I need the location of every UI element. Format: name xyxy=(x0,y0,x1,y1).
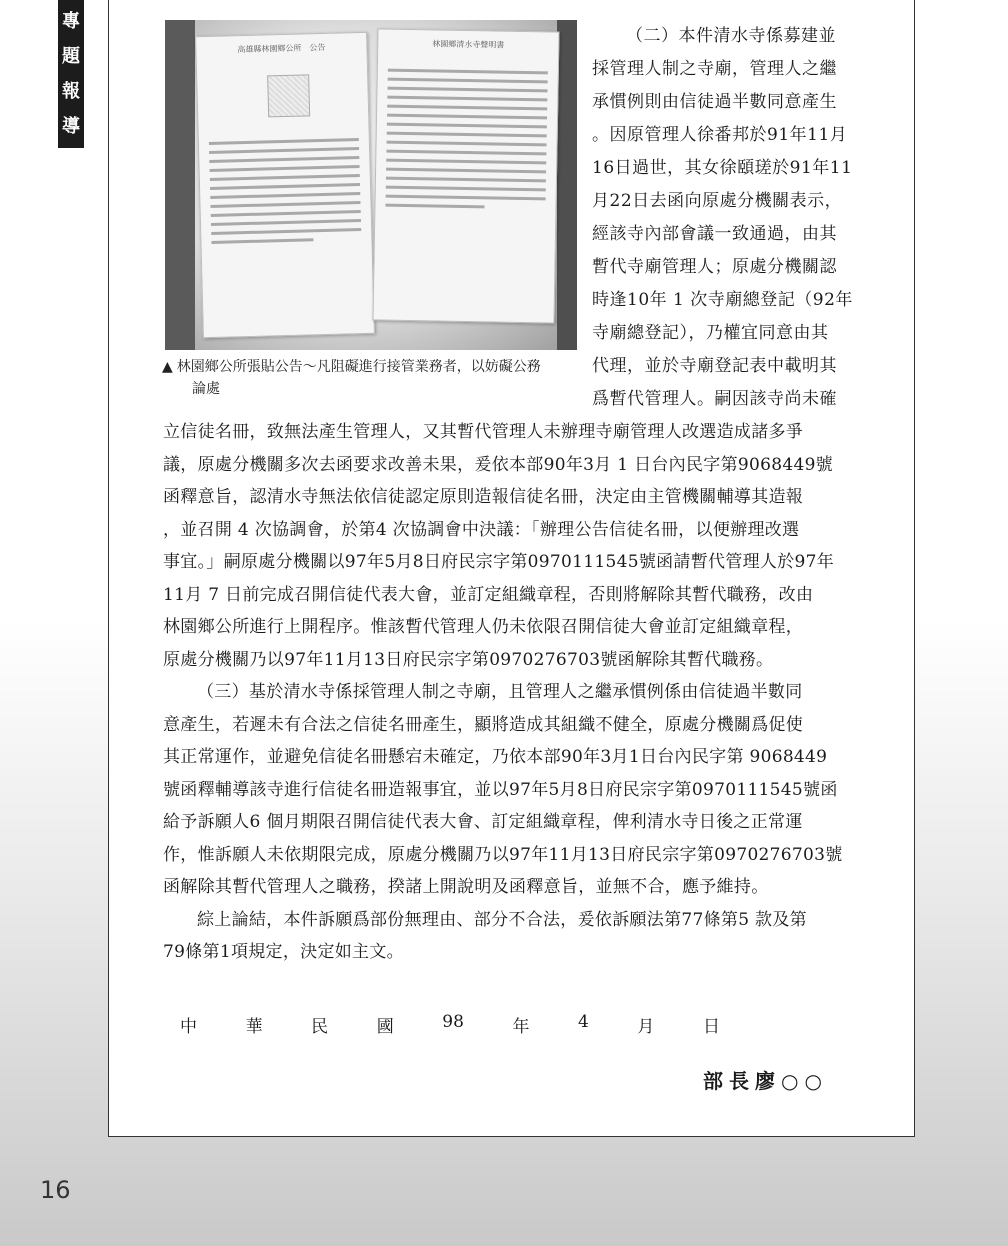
page-number: 16 xyxy=(40,1176,71,1204)
section-tab xyxy=(58,0,84,148)
text-line: 立信徒名冊，致無法產生管理人，又其暫代管理人未辦理寺廟管理人改選造成諸多爭 xyxy=(163,422,804,442)
decision-date xyxy=(180,1012,720,1037)
text-line: 11月 7 日前完成召開信徒代表大會，並訂定組織章程，否則將解除其暫代職務，改由 xyxy=(163,584,814,605)
section-tab-char: 報 xyxy=(62,80,80,102)
text-line: 。因原管理人徐番邦於91年11月 xyxy=(592,125,848,145)
text-line: 時逢10年 1 次寺廟總登記（92年 xyxy=(592,290,853,310)
text-line: 暫代寺廟管理人；原處分機關認 xyxy=(592,257,837,277)
photo-pillar xyxy=(165,20,195,350)
text-line: 寺廟總登記），乃權宜同意由其 xyxy=(592,323,829,343)
date-part: 國 xyxy=(376,1017,394,1037)
text-line: 函釋意旨，認清水寺無法依信徒認定原則造報信徒名冊，決定由主管機關輔導其造報 xyxy=(163,487,804,507)
right-notice xyxy=(372,28,559,323)
triangle-icon: ▲ xyxy=(162,359,173,375)
text-line: 綜上論結，本件訴願爲部份無理由、部分不合法，爰依訴願法第77條第5 款及第 xyxy=(197,909,807,930)
notice-photo xyxy=(165,20,577,350)
section-tab-char: 導 xyxy=(62,115,80,137)
left-notice-title: 高雄縣林園鄉公所 公告 xyxy=(237,42,326,55)
minister-signature: 部長廖○○ xyxy=(703,1069,828,1093)
date-part: 中 xyxy=(180,1017,197,1037)
text-line: 承慣例則由信徒過半數同意產生 xyxy=(592,92,837,112)
text-line: 79條第1項規定，決定如主文。 xyxy=(163,942,404,962)
text-line: （二）本件清水寺係募建並 xyxy=(626,26,836,46)
text-line: 議，原處分機關多次去函要求改善未果，爰依本部90年3月 1 日台內民字第9068449號 xyxy=(163,454,833,475)
text-line: ，並召開 4 次協調會，於第4 次協調會中決議：「辦理公告信徒名冊，以便辦理改選 xyxy=(163,519,800,540)
text-line: 原處分機關乃以97年11月13日府民宗字第0970276703號函解除其暫代職務。 xyxy=(163,649,774,670)
date-part: 月 xyxy=(637,1017,655,1037)
text-line: 事宜。」嗣原處分機關以97年5月8日府民宗字第0970111545號函請暫代管理人於97年 xyxy=(163,552,835,572)
photo-caption xyxy=(162,356,582,400)
text-line: 林園鄉公所進行上開程序。惟該暫代管理人仍未依限召開信徒大會並訂定組織章程， xyxy=(163,617,804,637)
main-body xyxy=(163,416,863,969)
date-part: 日 xyxy=(702,1017,720,1037)
text-line: （三）基於清水寺係採管理人制之寺廟，且管理人之繼承慣例係由信徒過半數同 xyxy=(197,682,803,702)
text-line: 作，惟訴願人未依期限完成，原處分機關乃以97年11月13日府民宗字第0970276703號 xyxy=(163,844,843,865)
caption-line: 論處 xyxy=(192,381,220,397)
text-line: 月22日去函向原處分機關表示， xyxy=(592,191,843,211)
date-part: 年 xyxy=(512,1017,530,1037)
right-notice-title: 林園鄉清水寺聲明書 xyxy=(432,39,505,50)
date-part: 民 xyxy=(311,1017,329,1037)
text-line: 經該寺內部會議一致通過，由其 xyxy=(592,224,837,244)
text-line: 其正常運作，並避免信徒名冊懸宕未確定，乃依本部90年3月1日台內民字第 9068449 xyxy=(163,747,828,767)
text-line: 代理，並於寺廟登記表中載明其 xyxy=(592,356,837,376)
text-line: 16日過世，其女徐頤瑳於91年11 xyxy=(592,158,853,178)
photo-pillar xyxy=(557,20,577,350)
date-part: 98 xyxy=(442,1012,464,1032)
side-paragraph xyxy=(592,20,862,416)
text-line: 採管理人制之寺廟，管理人之繼 xyxy=(592,59,837,79)
text-line: 給予訴願人6 個月期限召開信徒代表大會、訂定組織章程，俾利清水寺日後之正常運 xyxy=(163,812,803,832)
section-tab-char: 專 xyxy=(62,10,80,32)
text-line: 號函釋輔導該寺進行信徒名冊造報事宜，並以97年5月8日府民宗字第0970111545號函 xyxy=(163,779,838,800)
caption-line: 林園鄉公所張貼公告～凡阻礙進行接管業務者，以妨礙公務 xyxy=(176,359,541,375)
date-part: 華 xyxy=(245,1017,263,1037)
left-notice xyxy=(195,32,375,338)
section-tab-char: 題 xyxy=(62,45,80,67)
official-seal xyxy=(267,74,310,117)
text-line: 爲暫代管理人。嗣因該寺尚未確 xyxy=(592,389,837,409)
text-line: 意產生，若遲未有合法之信徒名冊產生，顯將造成其組織不健全，原處分機關爲促使 xyxy=(163,714,804,735)
date-part: 4 xyxy=(578,1012,589,1032)
text-line: 函解除其暫代管理人之職務，揆諸上開說明及函釋意旨，並無不合，應予維持。 xyxy=(163,877,769,897)
